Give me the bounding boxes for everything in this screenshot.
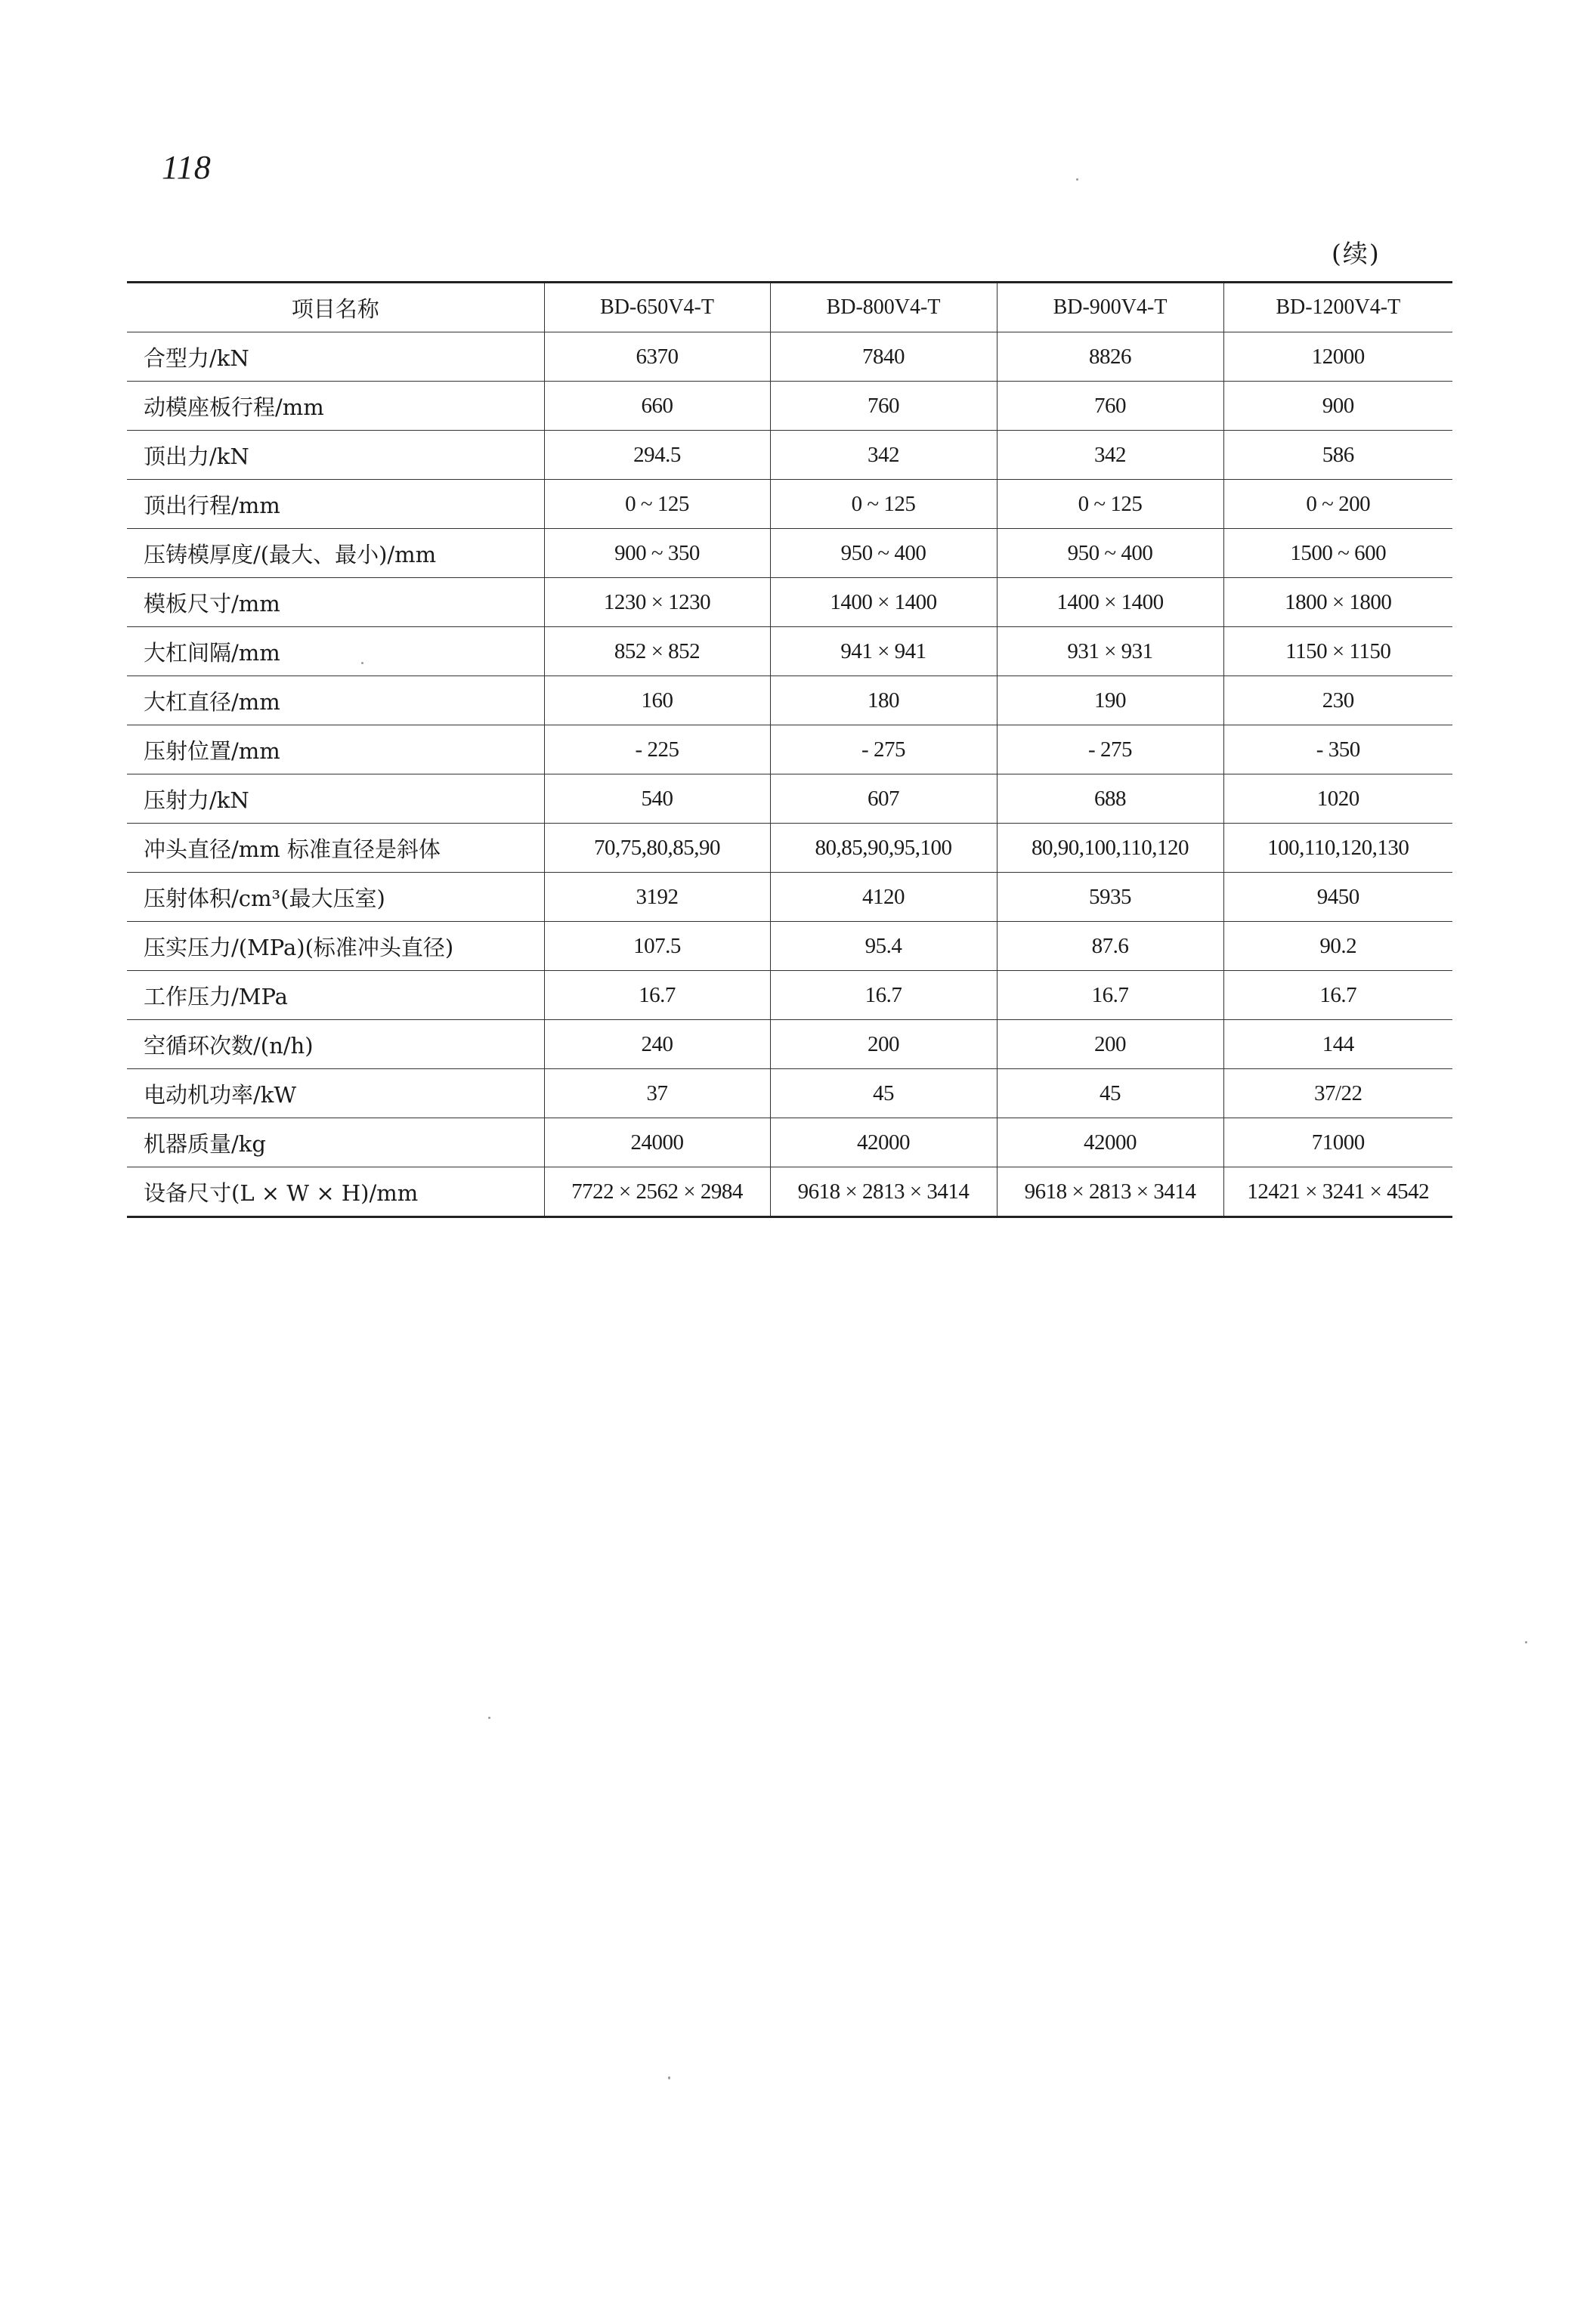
- spec-value: 16.7: [1223, 971, 1452, 1020]
- spec-value: 900 ~ 350: [544, 529, 770, 578]
- spec-value: 6370: [544, 332, 770, 382]
- table-row: [127, 480, 1452, 529]
- continued-label: (续): [1332, 239, 1381, 268]
- spec-value: 660: [544, 382, 770, 431]
- spec-value: 3192: [544, 873, 770, 922]
- spec-value: 37: [544, 1069, 770, 1118]
- header-model-1: BD-650V4-T: [544, 283, 770, 332]
- spec-value: - 275: [997, 725, 1223, 774]
- spec-value: 900: [1223, 382, 1452, 431]
- table-row: [127, 971, 1452, 1020]
- row-label: 压射力/kN: [127, 774, 544, 824]
- row-label: 空循环次数/(n/h): [127, 1020, 544, 1069]
- scan-speck: [668, 2076, 670, 2079]
- spec-value: 144: [1223, 1020, 1452, 1069]
- row-label: 压实压力/(MPa)(标准冲头直径): [127, 922, 544, 971]
- row-label: 工作压力/MPa: [127, 971, 544, 1020]
- scan-speck: [1076, 178, 1078, 181]
- spec-value: - 225: [544, 725, 770, 774]
- scan-speck: [1525, 1641, 1527, 1643]
- spec-value: 107.5: [544, 922, 770, 971]
- spec-value: 16.7: [544, 971, 770, 1020]
- row-label: 冲头直径/mm 标准直径是斜体: [127, 824, 544, 873]
- spec-value: 7722 × 2562 × 2984: [544, 1167, 770, 1217]
- row-label: 机器质量/kg: [127, 1118, 544, 1167]
- spec-value: 80,90,100,110,120: [997, 824, 1223, 873]
- spec-value: 45: [997, 1069, 1223, 1118]
- spec-value: 16.7: [770, 971, 997, 1020]
- table-row: [127, 873, 1452, 922]
- table-row: [127, 578, 1452, 627]
- spec-value: 240: [544, 1020, 770, 1069]
- row-label: 设备尺寸(L × W × H)/mm: [144, 1179, 419, 1206]
- spec-value: 1020: [1223, 774, 1452, 824]
- spec-value: 87.6: [997, 922, 1223, 971]
- table-row: [127, 922, 1452, 971]
- spec-value: 24000: [544, 1118, 770, 1167]
- row-label: 压射位置/mm: [127, 725, 544, 774]
- table-row: [127, 627, 1452, 676]
- table-header-row: [127, 283, 1452, 332]
- spec-value: 760: [997, 382, 1223, 431]
- spec-value: 100,110,120,130: [1223, 824, 1452, 873]
- table-row: [127, 774, 1452, 824]
- row-label: 合型力/kN: [127, 332, 544, 382]
- spec-value: 90.2: [1223, 922, 1452, 971]
- spec-value: 941 × 941: [770, 627, 997, 676]
- spec-value: 586: [1223, 431, 1452, 480]
- spec-value: 37/22: [1223, 1069, 1452, 1118]
- spec-value: 1800 × 1800: [1223, 578, 1452, 627]
- row-label: 模板尺寸/mm: [127, 578, 544, 627]
- spec-value: 8826: [997, 332, 1223, 382]
- spec-value: 950 ~ 400: [770, 529, 997, 578]
- spec-value: 931 × 931: [997, 627, 1223, 676]
- page-number: 118: [162, 149, 212, 186]
- spec-value: 294.5: [544, 431, 770, 480]
- spec-value: 230: [1223, 676, 1452, 725]
- spec-value: 45: [770, 1069, 997, 1118]
- spec-value: 190: [997, 676, 1223, 725]
- spec-value: 950 ~ 400: [997, 529, 1223, 578]
- header-model-4: BD-1200V4-T: [1223, 283, 1452, 332]
- spec-value: 200: [770, 1020, 997, 1069]
- spec-value: 5935: [997, 873, 1223, 922]
- spec-value: 9450: [1223, 873, 1452, 922]
- spec-value: 342: [997, 431, 1223, 480]
- header-model-3: BD-900V4-T: [997, 283, 1223, 332]
- scan-speck: [488, 1717, 490, 1719]
- spec-value: 42000: [997, 1118, 1223, 1167]
- table-row: [127, 676, 1452, 725]
- table-row: [127, 725, 1452, 774]
- header-model-2: BD-800V4-T: [770, 283, 997, 332]
- spec-value: - 350: [1223, 725, 1452, 774]
- table-body: [127, 332, 1452, 1217]
- spec-value: 12000: [1223, 332, 1452, 382]
- spec-value: 342: [770, 431, 997, 480]
- spec-value: 0 ~ 125: [997, 480, 1223, 529]
- spec-value: 1230 × 1230: [544, 578, 770, 627]
- table-row: [127, 382, 1452, 431]
- row-label: 电动机功率/kW: [127, 1069, 544, 1118]
- table-row: [127, 824, 1452, 873]
- spec-value: 540: [544, 774, 770, 824]
- table-row: [127, 1118, 1452, 1167]
- spec-value: 180: [770, 676, 997, 725]
- spec-value: 0 ~ 125: [770, 480, 997, 529]
- spec-value: 70,75,80,85,90: [544, 824, 770, 873]
- spec-value: 688: [997, 774, 1223, 824]
- spec-value: 42000: [770, 1118, 997, 1167]
- row-label: 顶出行程/mm: [127, 480, 544, 529]
- row-label: 大杠间隔/mm: [127, 627, 544, 676]
- table-row: [127, 1167, 1452, 1217]
- table-row: [127, 332, 1452, 382]
- row-label: 压铸模厚度/(最大、最小)/mm: [127, 529, 544, 578]
- spec-value: 0 ~ 125: [544, 480, 770, 529]
- row-label: 动模座板行程/mm: [127, 382, 544, 431]
- spec-value: 95.4: [770, 922, 997, 971]
- spec-value: 9618 × 2813 × 3414: [997, 1167, 1223, 1217]
- row-label: 压射体积/cm³(最大压室): [127, 873, 544, 922]
- spec-value: 80,85,90,95,100: [770, 824, 997, 873]
- spec-value: 7840: [770, 332, 997, 382]
- spec-value: 9618 × 2813 × 3414: [770, 1167, 997, 1217]
- table-row: [127, 431, 1452, 480]
- spec-value: 16.7: [997, 971, 1223, 1020]
- spec-value: - 275: [770, 725, 997, 774]
- spec-value: 607: [770, 774, 997, 824]
- spec-value: 1150 × 1150: [1223, 627, 1452, 676]
- spec-value: 200: [997, 1020, 1223, 1069]
- spec-value: 71000: [1223, 1118, 1452, 1167]
- spec-value: 12421 × 3241 × 4542: [1223, 1167, 1452, 1217]
- spec-value: 4120: [770, 873, 997, 922]
- spec-value: 852 × 852: [544, 627, 770, 676]
- spec-value: 1400 × 1400: [997, 578, 1223, 627]
- row-label: 大杠直径/mm: [127, 676, 544, 725]
- spec-value: 760: [770, 382, 997, 431]
- spec-value: 0 ~ 200: [1223, 480, 1452, 529]
- spec-table: [127, 281, 1452, 1218]
- table-row: [127, 1069, 1452, 1118]
- table-row: [127, 529, 1452, 578]
- spec-value: 1400 × 1400: [770, 578, 997, 627]
- header-item-name: 项目名称: [127, 283, 544, 332]
- spec-value: 160: [544, 676, 770, 725]
- row-label: 顶出力/kN: [127, 431, 544, 480]
- table-row: [127, 1020, 1452, 1069]
- scan-speck: [361, 662, 363, 664]
- spec-value: 1500 ~ 600: [1223, 529, 1452, 578]
